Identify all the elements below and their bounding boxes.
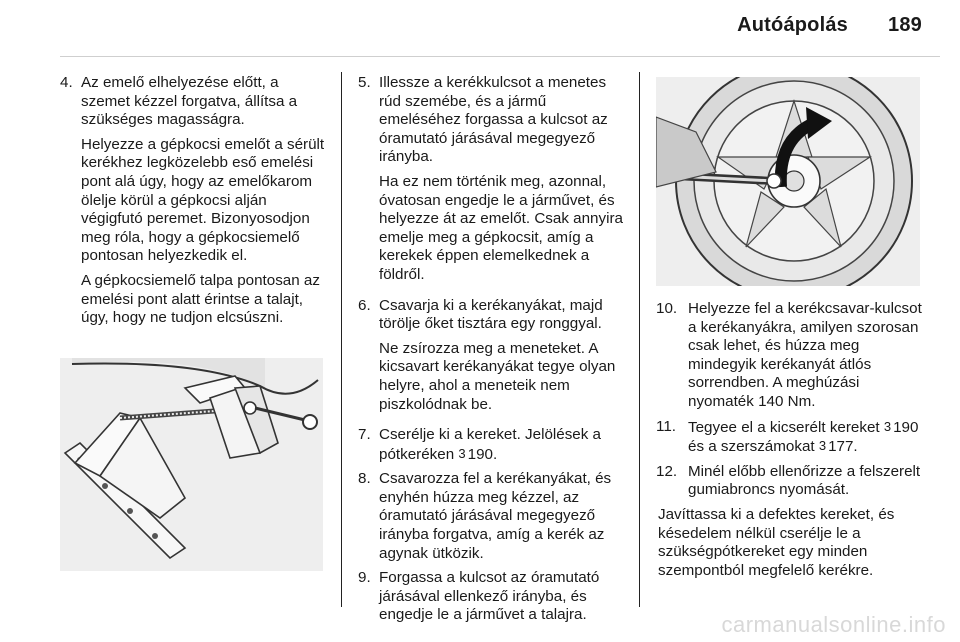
wheel-drawing [656, 77, 920, 286]
step-paragraph: Ha ez nem történik meg, azonnal, óvatosan engedje le a járművet, és helyezze át az emelőt. Csak annyira emelje meg a gépkocsit, amíg a kerekek éppen elemelkednek a földről. [379, 172, 623, 283]
jack-drawing [60, 358, 323, 571]
step-number: 9. [358, 569, 371, 587]
column-divider-2 [639, 72, 640, 607]
page-reference-icon: 3 [818, 438, 827, 454]
page-header [737, 14, 922, 37]
step-text: Tegyee el a kicserélt kereket [688, 418, 880, 436]
column-2 [358, 74, 624, 631]
step-5 [358, 74, 624, 291]
step-number: 7. [358, 426, 371, 444]
step-text: Illessze a kerékkulcsot a menetes rúd szemébe, és a jármű emeléséhez forgassa a kulcsot az óramutató járásával megegyező irányba. [379, 74, 608, 166]
step-4 [60, 74, 326, 334]
step-number: 6. [358, 296, 371, 314]
step-text: Minél előbb ellenőrizze a felszerelt gumiabroncs nyomását. [688, 462, 921, 499]
page-reference-icon: 3 [883, 418, 892, 434]
step-number: 10. [656, 300, 678, 317]
page-title: Autóápolás [737, 14, 849, 36]
jack-illustration [60, 358, 323, 571]
page-reference-icon: 3 [458, 445, 466, 461]
column-1 [60, 74, 326, 340]
page-number: 189 [888, 14, 922, 36]
step-text: Csavarozza fel a kerékanyákat, és enyhén húzza meg kézzel, az óramutató járásával megegyező irányba forgatva, amíg a kerék az agynak ütközik. [379, 470, 612, 562]
step-text: Csavarja ki a kerékanyákat, majd törölje őket tisztára egy ronggyal. [379, 296, 603, 333]
step-text: Forgassa a kulcsot az óramutató járásával ellenkező irányba, és engedje le a járművet a talajra. [379, 569, 600, 624]
page-reference[interactable]: 177. [828, 438, 858, 456]
step-number: 5. [358, 74, 371, 91]
step-number: 8. [358, 470, 371, 488]
step-paragraph: Ne zsírozza meg a meneteket. A kicsavart kerékanyákat tegye olyan helyre, ahol a meneteik nem piszkolódnak be. [379, 339, 616, 413]
step-paragraph: Helyezze a gépkocsi emelőt a sérült kerékhez legközelebb eső emelési pont alá úgy, hogy az emelőkarom ölelje körül a gépkocsi alján végigfutó peremet. Bizonyosodjon meg róla, hogy a gépkocsiemelő pontosan helyezkedik el. [81, 135, 325, 265]
step-6 [358, 297, 624, 421]
step-10 [656, 300, 922, 412]
step-text: Cserélje ki a kereket. Jelölések a pótkeréken [379, 426, 602, 463]
step-7 [358, 426, 624, 464]
step-paragraph: A gépkocsiemelő talpa pontosan az emelési pont alatt érintse a talajt, úgy, hogy ne tudjon elcsúszni. [81, 271, 320, 327]
column-divider-1 [341, 72, 342, 607]
step-8 [358, 470, 624, 563]
page-reference[interactable]: 190. [467, 445, 498, 463]
step-11 [656, 418, 922, 457]
closing-paragraph: Javíttassa ki a defektes kereket, és késedelem nélkül cserélje le a szükségpótkereket egy minden szempontból megfelelő kerékre. [658, 505, 895, 579]
header-rule [60, 56, 940, 57]
wheel-illustration [656, 77, 920, 286]
step-text: és a szerszámokat [688, 438, 815, 456]
step-9 [358, 569, 624, 625]
step-number: 11. [656, 417, 676, 435]
column-3 [656, 300, 922, 580]
step-number: 4. [60, 74, 73, 91]
step-text: Helyezze fel a kerékcsavar-kulcsot a kerékanyákra, amilyen szorosan csak lehet, és húzza meg mindegyik kerékanyát átlós sorrendben. A meghúzási nyomaték 140 Nm. [688, 300, 922, 410]
step-text: Az emelő elhelyezése előtt, a szemet kézzel forgatva, állítsa a szükséges magasságra. [81, 74, 298, 129]
step-12 [656, 463, 922, 500]
watermark: carmanualsonline.info [721, 612, 946, 637]
page-reference[interactable]: 190 [893, 418, 919, 436]
step-number: 12. [656, 462, 678, 480]
